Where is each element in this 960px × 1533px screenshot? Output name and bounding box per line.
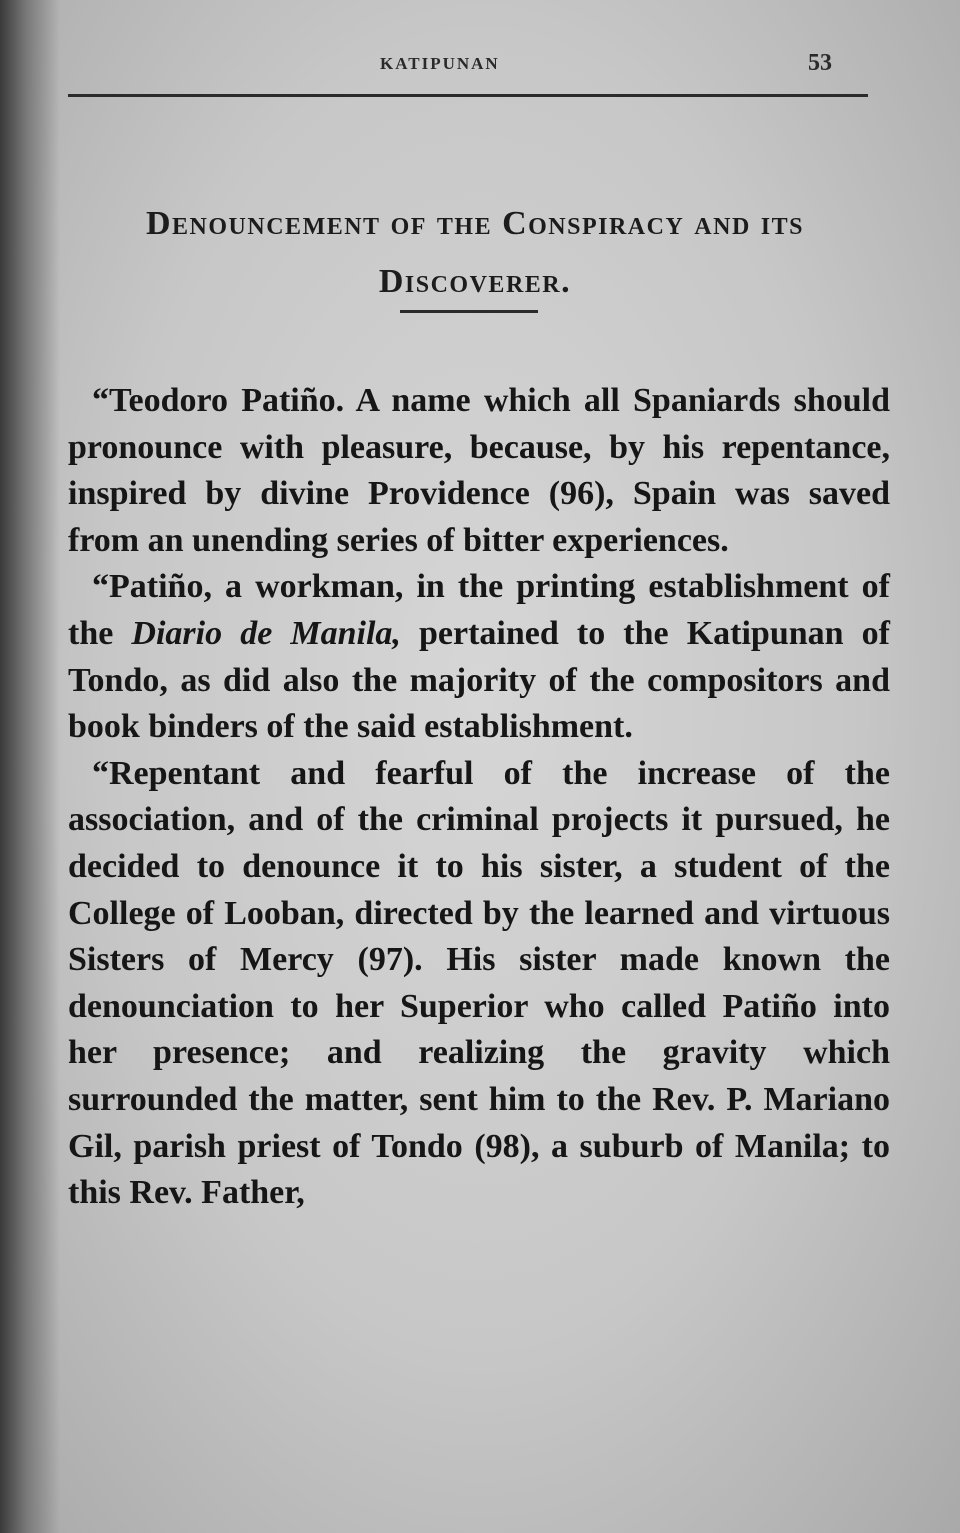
page-header [60,50,870,90]
header-rule [68,94,868,97]
paragraph: “Teodoro Patiño. A name which all Spaniards should pronounce with pleasure, because, by his repentance, inspired by divine Providence (96), Spain was saved from an unending series of bitter experiences. [68,382,890,559]
body-text [68,378,890,1217]
paragraph [68,564,890,750]
newspaper-title: Diario de Manila, [131,614,401,652]
page-number: 53 [808,50,832,76]
paragraph: “Repentant and fearful of the increase of the association, and of the criminal projects it pursued, he decided to denounce it to his sister, a student of the College of Looban, directed by the learned and virtuous Sisters of Mercy (97). His sister made known the denounciation to her Superior who called Patiño into her presence; and realizing the gravity which surrounded the matter, sent him to the Rev. P. Mariano Gil, parish priest of Tondo (98), a suburb of Manila; to this Rev. Father, [68,754,890,1212]
running-title: KATIPUNAN [380,54,500,73]
heading-rule [400,310,538,313]
paragraph-text: pertained to the Katipunan of Tondo, as did also the majority of the compositors and book binders of the said establishment. [68,614,890,746]
page-binding-shadow [0,0,60,1533]
section-heading-line-1: Denouncement of the Conspiracy and its [146,205,804,242]
section-heading-line-2: Discoverer. [378,263,572,300]
section-heading [55,195,895,311]
paragraph-text: “Patiño, a workman, in the printing establishment of the [68,568,890,652]
